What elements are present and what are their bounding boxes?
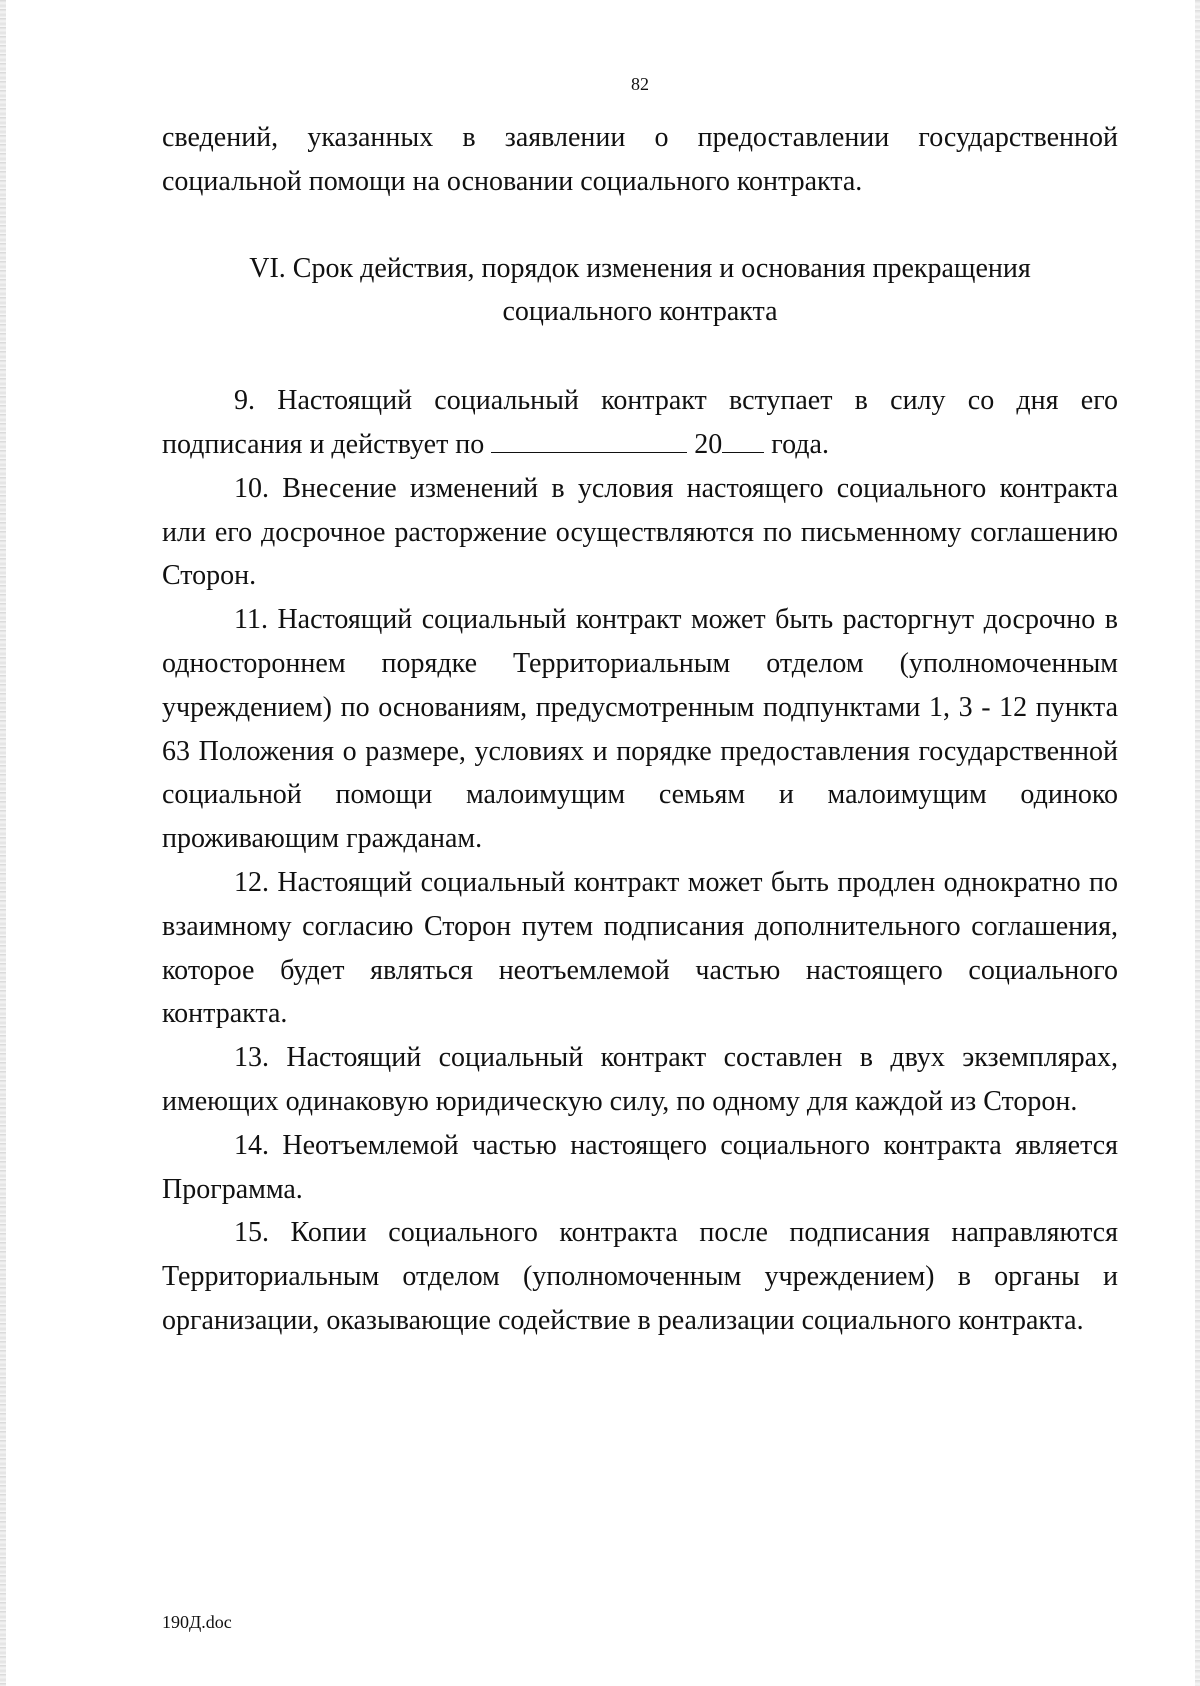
- clause-10: 10. Внесение изменений в условия настоящего социального контракта или его досрочное расторжение осуществляются по письменному соглашению Сторон.: [162, 472, 1118, 592]
- intro-paragraph: сведений, указанных в заявлении о предоставлении государственной социальной помощи на основании социального контракта.: [162, 122, 1118, 197]
- section-heading-line-1: VI. Срок действия, порядок изменения и основания прекращения: [249, 252, 1031, 284]
- clause-9: [162, 379, 1118, 467]
- scan-edge-left: [0, 0, 6, 1686]
- clause-14: 14. Неотъемлемой частью настоящего социального контракта является Программа.: [162, 1129, 1118, 1205]
- clause-11: 11. Настоящий социальный контракт может быть расторгнут досрочно в одностороннем порядке Территориальным отделом (уполномоченным учреждением) по основаниям, предусмотренным подпунктами 1, 3 - 12 пункта 63 Положения о размере, условиях и порядке предоставления государственной социальной помощи малоимущим семьям и малоимущим одиноко проживающим гражданам.: [162, 604, 1118, 855]
- scan-edge-right: [1195, 0, 1200, 1686]
- clause-15: 15. Копии социального контракта после подписания направляются Территориальным отделом (уполномоченным учреждением) в органы и организации, оказывающие содействие в реализации социального контракта.: [162, 1217, 1118, 1336]
- section-heading-line-2: социального контракта: [502, 296, 778, 328]
- year-blank: [722, 424, 764, 453]
- year-prefix: 20: [694, 428, 723, 460]
- page-number: 82: [631, 74, 649, 94]
- section-heading: [162, 204, 1118, 380]
- date-blank: [491, 424, 687, 453]
- clause-13: 13. Настоящий социальный контракт составлен в двух экземплярах, имеющих одинаковую юридическую силу, по одному для каждой из Сторон.: [162, 1042, 1118, 1117]
- file-name-footer: 190Д.doc: [162, 1612, 232, 1632]
- document-body: [162, 116, 1118, 1343]
- clause-12: 12. Настоящий социальный контракт может быть продлен однократно по взаимному согласию Сторон путем подписания дополнительного соглашения, которое будет являться неотъемлемой частью настоящего социального контракта.: [162, 866, 1118, 1030]
- clause-9-text: 9. Настоящий социальный контракт вступает в силу со дня его подписания и действует по: [162, 385, 1118, 460]
- year-suffix: года.: [771, 428, 829, 460]
